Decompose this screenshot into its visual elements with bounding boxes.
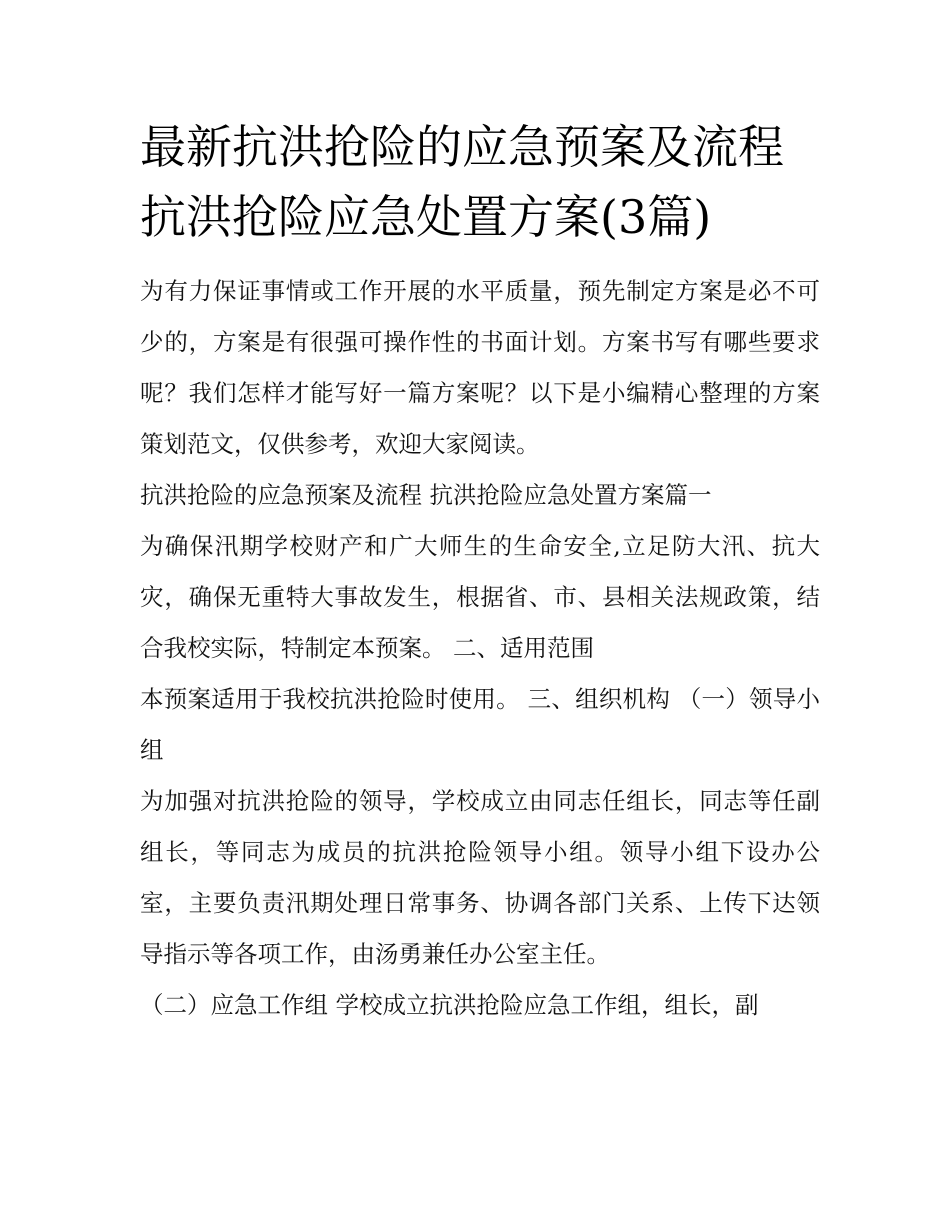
paragraph-intro: 为有力保证事情或工作开展的水平质量，预先制定方案是必不可少的，方案是有很强可操作性的书面计划。方案书写有哪些要求呢？我们怎样才能写好一篇方案呢？以下是小编精心整理的方案策划范文，仅供参考，欢迎大家阅读。 (140, 277, 820, 458)
document-body (140, 112, 820, 1031)
paragraph-section-heading: 抗洪抢险的应急预案及流程 抗洪抢险应急处置方案篇一 (140, 481, 712, 509)
paragraph-leadership-group: 为加强对抗洪抢险的领导，学校成立由同志任组长，同志等任副组长，等同志为成员的抗洪抢险领导小组。领导小组下设办公室，主要负责汛期处理日常事务、协调各部门关系、上传下达领导指示等各项工作，由汤勇兼任办公室主任。 (140, 787, 820, 968)
document-title: 最新抗洪抢险的应急预案及流程 抗洪抢险应急处置方案(3篇) (140, 120, 784, 244)
paragraph-scope: 本预案适用于我校抗洪抢险时使用。 三、组织机构 （一）领导小组 (140, 685, 820, 764)
paragraph-purpose: 为确保汛期学校财产和广大师生的生命安全,立足防大汛、抗大灾，确保无重特大事故发生，根据省、市、县相关法规政策，结合我校实际，特制定本预案。 二、适用范围 (140, 532, 820, 662)
paragraph-emergency-group: （二）应急工作组 学校成立抗洪抢险应急工作组，组长，副 (140, 991, 759, 1019)
